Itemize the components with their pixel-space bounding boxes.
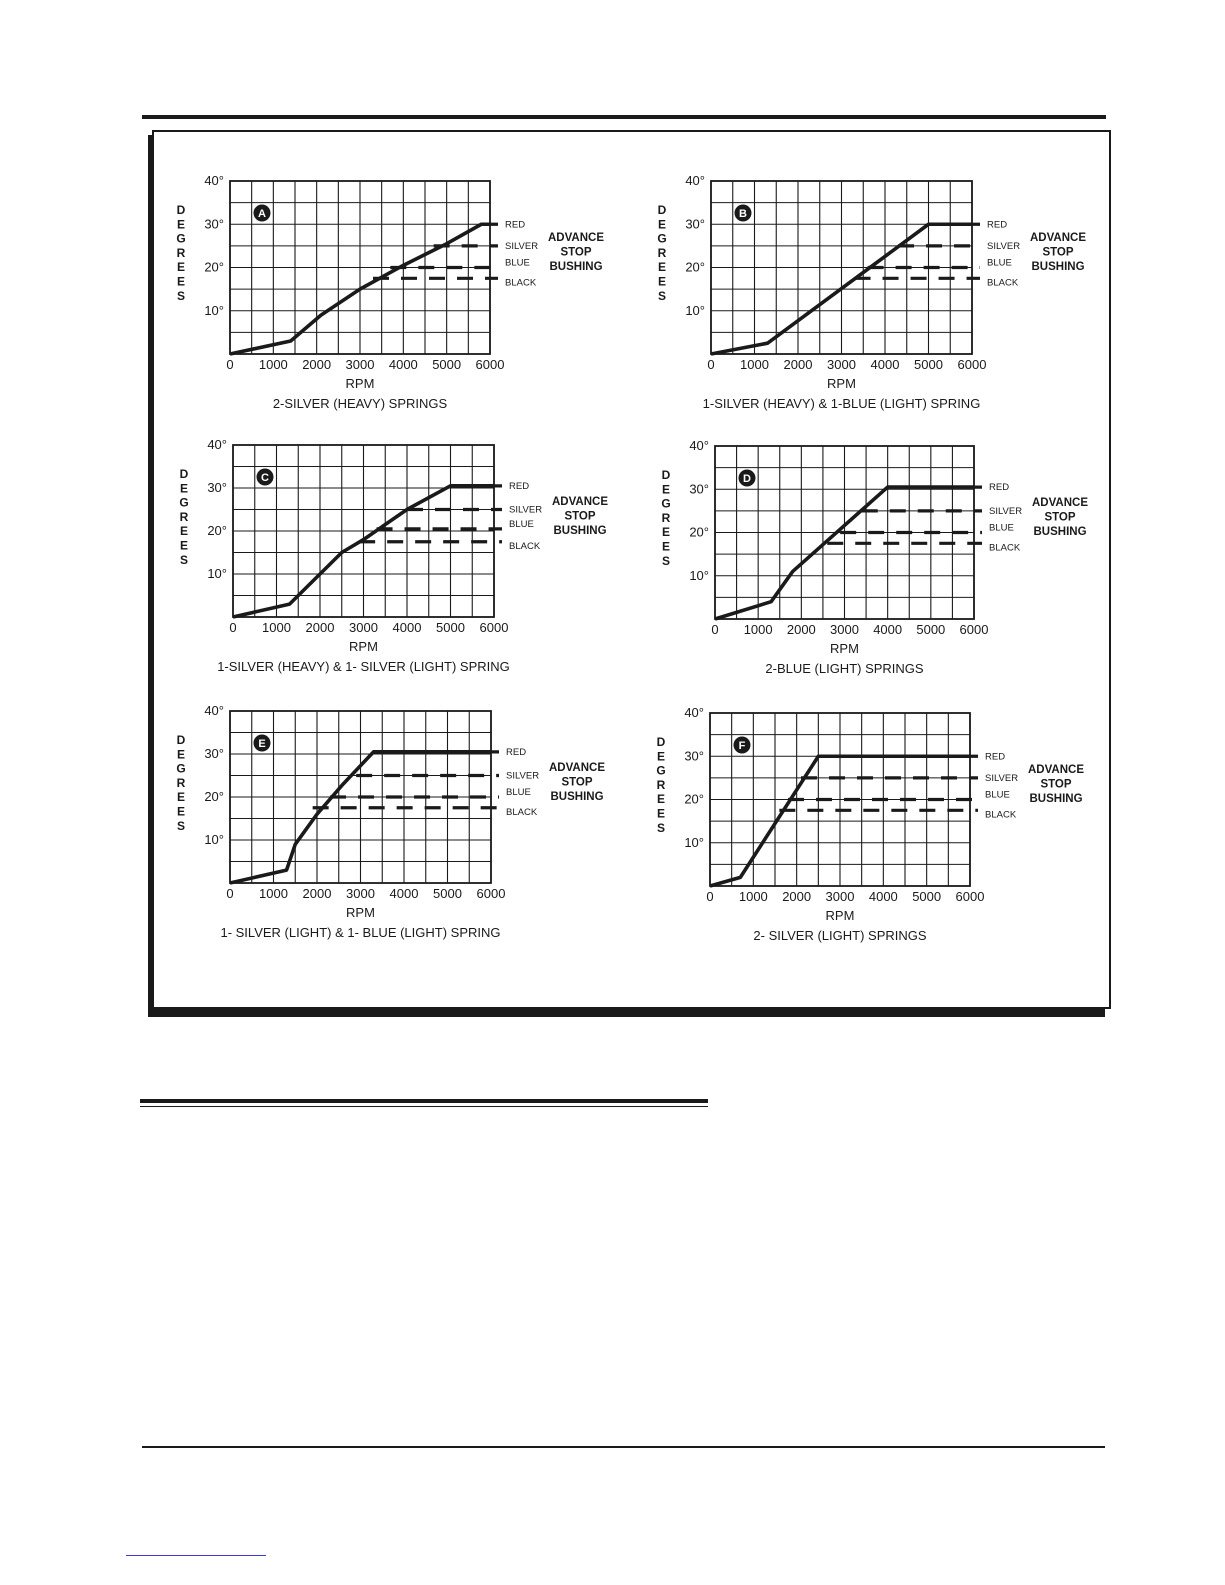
x-tick-label: 6000 bbox=[959, 622, 989, 637]
y-tick-label: 30° bbox=[207, 480, 227, 495]
x-axis-label: RPM bbox=[827, 376, 856, 391]
y-axis-letter: E bbox=[176, 747, 186, 762]
stop-label-black: BLACK bbox=[509, 540, 541, 552]
x-tick-label: 3000 bbox=[346, 886, 375, 901]
y-axis-letter: E bbox=[657, 217, 667, 232]
chart-badge-letter: F bbox=[738, 740, 746, 752]
y-axis-letter: R bbox=[661, 510, 671, 525]
stop-label-silver: SILVER bbox=[989, 505, 1023, 517]
annotation-advance-stop-bushing: BUSHING bbox=[1029, 793, 1083, 805]
x-axis-label: RPM bbox=[349, 639, 378, 654]
y-axis-letter: R bbox=[656, 777, 666, 792]
stop-label-red: RED bbox=[505, 219, 526, 231]
y-axis-letter: D bbox=[176, 203, 186, 217]
y-axis-letter: G bbox=[656, 763, 666, 778]
y-axis-letter: D bbox=[179, 467, 189, 481]
chart-b bbox=[657, 173, 1086, 411]
y-axis-letter: G bbox=[176, 761, 186, 776]
chart-badge-letter: E bbox=[258, 738, 266, 750]
stop-label-silver: SILVER bbox=[509, 504, 543, 516]
y-tick-label: 20° bbox=[207, 523, 227, 538]
y-axis-letter: E bbox=[656, 806, 666, 821]
x-axis-label: RPM bbox=[345, 376, 375, 391]
x-tick-label: 5000 bbox=[433, 886, 462, 901]
y-axis-letter: D bbox=[657, 203, 667, 217]
stop-label-black: BLACK bbox=[506, 806, 538, 818]
y-axis-letter: E bbox=[657, 260, 667, 275]
y-tick-label: 40° bbox=[684, 705, 704, 720]
y-axis-letter: E bbox=[176, 790, 186, 805]
annotation-advance-stop-bushing: BUSHING bbox=[1031, 261, 1085, 273]
annotation-advance-stop-bushing: STOP bbox=[1040, 778, 1072, 791]
y-tick-label: 40° bbox=[685, 173, 705, 188]
x-tick-label: 3000 bbox=[827, 357, 856, 372]
x-axis-label: RPM bbox=[346, 905, 375, 920]
y-tick-label: 30° bbox=[204, 746, 224, 761]
chart-caption: 2-BLUE (LIGHT) SPRINGS bbox=[765, 661, 924, 676]
y-axis-letter: G bbox=[176, 231, 186, 246]
annotation-advance-stop-bushing: ADVANCE bbox=[548, 762, 606, 774]
annotation-advance-stop-bushing: BUSHING bbox=[1033, 526, 1087, 538]
y-tick-label: 20° bbox=[204, 259, 224, 275]
x-tick-label: 6000 bbox=[957, 357, 987, 372]
x-tick-label: 0 bbox=[226, 886, 234, 901]
y-tick-label: 10° bbox=[207, 566, 227, 581]
x-tick-label: 2000 bbox=[782, 889, 812, 904]
x-tick-label: 2000 bbox=[302, 886, 332, 901]
y-axis-letter: D bbox=[656, 735, 666, 749]
chart-badge-letter: C bbox=[261, 472, 269, 484]
chart-badge-letter: D bbox=[743, 473, 751, 485]
y-axis-letter: E bbox=[176, 274, 186, 289]
y-axis-letter: E bbox=[179, 538, 189, 553]
x-tick-label: 1000 bbox=[262, 620, 291, 635]
chart-d bbox=[661, 438, 1088, 676]
chart-badge-letter: B bbox=[739, 208, 747, 220]
chart-c bbox=[179, 437, 608, 674]
annotation-advance-stop-bushing: ADVANCE bbox=[551, 496, 609, 508]
x-tick-label: 4000 bbox=[389, 886, 419, 901]
stop-label-black: BLACK bbox=[987, 277, 1019, 289]
x-tick-label: 6000 bbox=[475, 357, 505, 372]
y-axis-letter: E bbox=[661, 539, 671, 554]
y-axis-letter: R bbox=[176, 245, 186, 260]
x-tick-label: 3000 bbox=[349, 620, 378, 635]
y-tick-label: 30° bbox=[689, 481, 709, 497]
annotation-advance-stop-bushing: STOP bbox=[1044, 511, 1076, 524]
x-tick-label: 6000 bbox=[479, 620, 509, 635]
y-tick-label: 10° bbox=[685, 302, 705, 318]
y-axis-letter: E bbox=[661, 525, 671, 540]
x-tick-label: 0 bbox=[229, 620, 237, 635]
y-axis-letter: S bbox=[179, 552, 189, 567]
y-axis-letter: R bbox=[657, 245, 667, 260]
x-axis-label: RPM bbox=[830, 641, 859, 656]
chart-caption: 2- SILVER (LIGHT) SPRINGS bbox=[753, 928, 927, 943]
y-tick-label: 40° bbox=[689, 438, 709, 453]
stop-label-silver: SILVER bbox=[985, 772, 1019, 784]
chart-f bbox=[656, 705, 1084, 943]
x-tick-label: 5000 bbox=[912, 889, 942, 904]
x-tick-label: 3000 bbox=[345, 357, 375, 372]
stop-label-blue: BLUE bbox=[989, 522, 1014, 534]
y-axis-letter: S bbox=[657, 288, 667, 303]
annotation-advance-stop-bushing: BUSHING bbox=[553, 525, 607, 537]
x-tick-label: 0 bbox=[711, 622, 719, 637]
stop-label-blue: BLUE bbox=[987, 257, 1012, 269]
y-axis-letter: S bbox=[176, 288, 186, 303]
annotation-advance-stop-bushing: STOP bbox=[560, 246, 592, 259]
stop-label-silver: SILVER bbox=[506, 770, 540, 782]
stop-label-silver: SILVER bbox=[505, 240, 539, 252]
x-tick-label: 3000 bbox=[830, 622, 859, 637]
y-axis-letter: S bbox=[661, 553, 671, 568]
y-tick-label: 20° bbox=[689, 524, 709, 540]
y-axis-letter: S bbox=[176, 818, 186, 833]
x-tick-label: 5000 bbox=[436, 620, 465, 635]
x-tick-label: 1000 bbox=[740, 357, 769, 372]
chart-badge-letter: A bbox=[258, 208, 266, 220]
y-axis-letter: G bbox=[657, 231, 667, 246]
x-tick-label: 2000 bbox=[305, 620, 335, 635]
y-axis-letter: E bbox=[661, 482, 671, 497]
y-tick-label: 40° bbox=[204, 703, 224, 718]
x-tick-label: 6000 bbox=[955, 889, 985, 904]
stop-label-red: RED bbox=[985, 751, 1006, 763]
x-tick-label: 2000 bbox=[302, 357, 332, 372]
x-tick-label: 1000 bbox=[743, 622, 773, 637]
y-axis-letter: E bbox=[179, 481, 189, 496]
y-axis-letter: R bbox=[179, 509, 189, 524]
y-axis-letter: E bbox=[657, 274, 667, 289]
chart-caption: 1-SILVER (HEAVY) & 1- SILVER (LIGHT) SPRING bbox=[217, 659, 510, 674]
annotation-advance-stop-bushing: ADVANCE bbox=[1027, 764, 1085, 776]
annotation-advance-stop-bushing: ADVANCE bbox=[1031, 497, 1089, 509]
x-tick-label: 5000 bbox=[916, 622, 946, 637]
y-axis-letter: G bbox=[661, 496, 671, 511]
annotation-advance-stop-bushing: BUSHING bbox=[549, 261, 603, 273]
y-axis-letter: E bbox=[656, 749, 666, 764]
x-tick-label: 5000 bbox=[914, 357, 943, 372]
y-axis-letter: E bbox=[176, 804, 186, 819]
stop-label-red: RED bbox=[506, 746, 527, 758]
y-tick-label: 30° bbox=[204, 216, 224, 232]
x-tick-label: 0 bbox=[707, 357, 715, 372]
y-axis-letter: S bbox=[656, 820, 666, 835]
y-axis-letter: D bbox=[176, 733, 186, 747]
x-tick-label: 1000 bbox=[738, 889, 768, 904]
y-tick-label: 30° bbox=[685, 216, 705, 232]
y-axis-letter: E bbox=[656, 792, 666, 807]
y-axis-letter: D bbox=[661, 468, 671, 482]
x-tick-label: 2000 bbox=[783, 357, 813, 372]
stop-label-red: RED bbox=[509, 480, 530, 492]
x-tick-label: 6000 bbox=[476, 886, 506, 901]
stop-label-blue: BLUE bbox=[985, 789, 1010, 801]
x-tick-label: 0 bbox=[226, 357, 234, 372]
x-axis-label: RPM bbox=[825, 908, 855, 923]
x-tick-label: 4000 bbox=[870, 357, 900, 372]
y-axis-letter: E bbox=[176, 260, 186, 275]
y-axis-letter: E bbox=[179, 524, 189, 539]
chart-a bbox=[176, 173, 604, 411]
y-tick-label: 10° bbox=[204, 832, 224, 847]
stop-label-red: RED bbox=[989, 482, 1010, 494]
x-tick-label: 3000 bbox=[825, 889, 855, 904]
y-tick-label: 20° bbox=[684, 791, 704, 807]
y-tick-label: 10° bbox=[204, 302, 224, 318]
x-tick-label: 2000 bbox=[786, 622, 816, 637]
stop-label-silver: SILVER bbox=[987, 240, 1021, 252]
annotation-advance-stop-bushing: STOP bbox=[564, 510, 596, 523]
annotation-advance-stop-bushing: STOP bbox=[1042, 246, 1074, 259]
stop-label-blue: BLUE bbox=[509, 518, 534, 530]
stop-label-black: BLACK bbox=[989, 542, 1021, 554]
y-axis-letter: R bbox=[176, 775, 186, 790]
y-tick-label: 30° bbox=[684, 748, 704, 764]
chart-caption: 1-SILVER (HEAVY) & 1-BLUE (LIGHT) SPRING bbox=[702, 396, 981, 411]
annotation-advance-stop-bushing: BUSHING bbox=[550, 791, 604, 803]
y-tick-label: 20° bbox=[685, 259, 705, 275]
x-tick-label: 5000 bbox=[432, 357, 462, 372]
stop-label-blue: BLUE bbox=[506, 787, 531, 798]
annotation-advance-stop-bushing: STOP bbox=[561, 776, 593, 789]
x-tick-label: 1000 bbox=[258, 357, 288, 372]
annotation-advance-stop-bushing: ADVANCE bbox=[547, 232, 605, 244]
x-tick-label: 4000 bbox=[392, 620, 422, 635]
y-tick-label: 20° bbox=[204, 789, 224, 804]
chart-caption: 2-SILVER (HEAVY) SPRINGS bbox=[272, 396, 448, 411]
x-tick-label: 0 bbox=[706, 889, 714, 904]
stop-label-black: BLACK bbox=[985, 809, 1017, 821]
stop-label-blue: BLUE bbox=[505, 257, 530, 269]
y-tick-label: 10° bbox=[684, 834, 704, 850]
y-tick-label: 10° bbox=[689, 567, 709, 583]
x-tick-label: 1000 bbox=[259, 886, 288, 901]
y-tick-label: 40° bbox=[204, 173, 224, 188]
stop-label-black: BLACK bbox=[505, 277, 537, 289]
y-axis-letter: E bbox=[176, 217, 186, 232]
y-axis-letter: G bbox=[179, 495, 189, 510]
annotation-advance-stop-bushing: ADVANCE bbox=[1029, 232, 1087, 244]
x-tick-label: 4000 bbox=[388, 357, 418, 372]
x-tick-label: 4000 bbox=[868, 889, 898, 904]
chart-e bbox=[176, 703, 605, 940]
x-tick-label: 4000 bbox=[873, 622, 903, 637]
chart-caption: 1- SILVER (LIGHT) & 1- BLUE (LIGHT) SPRING bbox=[220, 925, 501, 940]
stop-label-red: RED bbox=[987, 219, 1008, 231]
y-tick-label: 40° bbox=[207, 437, 227, 452]
